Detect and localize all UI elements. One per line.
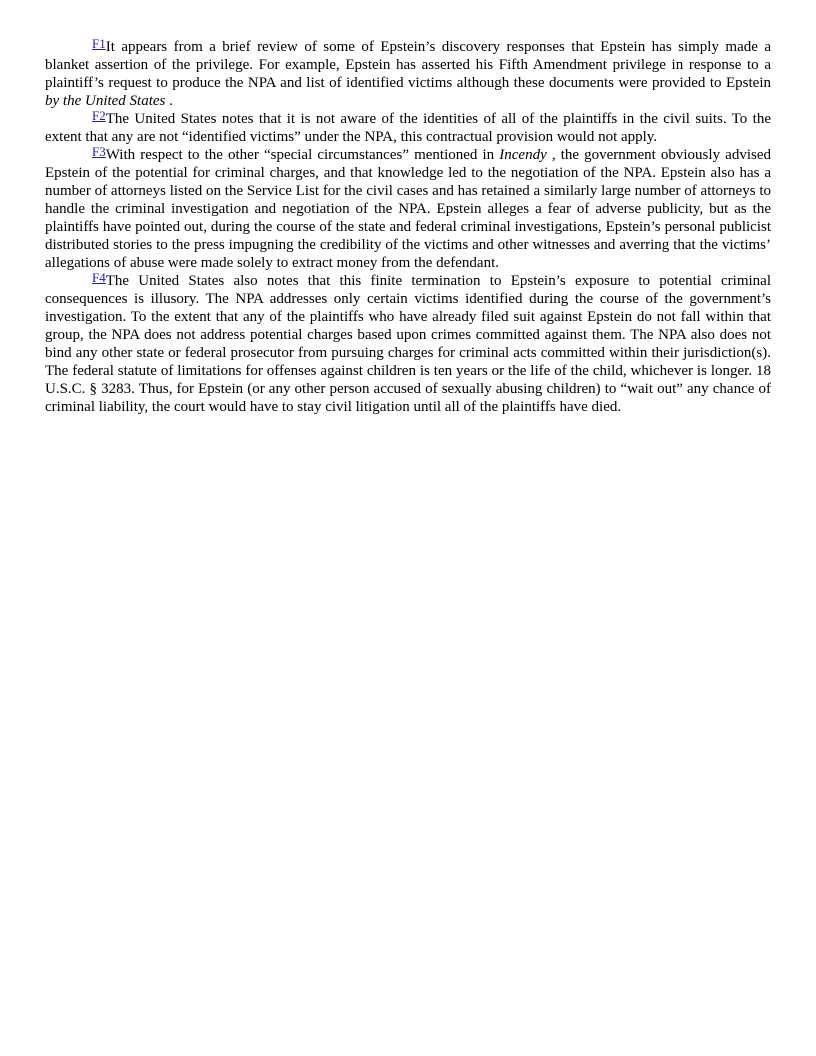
footnote-2-text: The United States notes that it is not aware of the identities of all of the plaintiffs in the civil suits. To the extent that any are not “identified victims” under the NPA, this contractual provision would not apply. xyxy=(45,111,771,145)
footnote-1 xyxy=(45,38,771,110)
footnote-1-italic: by the United States xyxy=(45,93,166,109)
footnote-1-text: It appears from a brief review of some of Epstein’s discovery responses that Epstein has simply made a blanket assertion of the privilege. For example, Epstein has asserted his Fifth Amendment privilege in response to a plaintiff’s request to produce the NPA and list of identified victims although these documents were provided to Epstein xyxy=(45,39,771,91)
footnote-link-f1[interactable]: F1 xyxy=(92,36,106,51)
footnote-3-text: With respect to the other “special circumstances” mentioned in xyxy=(105,147,500,163)
footnote-1-text-end: . xyxy=(165,93,173,109)
footnotes-section xyxy=(45,38,771,416)
footnote-3 xyxy=(45,146,771,272)
footnote-4 xyxy=(45,272,771,416)
footnote-4-text: The United States also notes that this finite termination to Epstein’s exposure to potential criminal consequences is illusory. The NPA addresses only certain victims identified during the course of the government’s investigation. To the extent that any of the plaintiffs who have already filed suit against Epstein do not fall within that group, the NPA does not address potential charges based upon crimes committed against them. The NPA also does not bind any other state or federal prosecutor from pursuing charges for criminal acts committed within their jurisdiction(s). The federal statute of limitations for offenses against children is ten years or the life of the child, whichever is longer. 18 U.S.C. § 3283. Thus, for Epstein (or any other person accused of sexually abusing children) to “wait out” any chance of criminal liability, the court would have to stay civil litigation until all of the plaintiffs have died. xyxy=(45,273,771,415)
footnote-3-text-end: , the government obviously advised Epstein of the potential for criminal charges, and that knowledge led to the negotiation of the NPA. Epstein also has a number of attorneys listed on the Service List for the civil cases and has retained a similarly large number of attorneys to handle the criminal investigation and negotiation of the NPA. Epstein alleges a fear of adverse publicity, but as the plaintiffs have pointed out, during the course of the state and federal criminal investigations, Epstein’s personal publicist distributed stories to the press impugning the credibility of the victims and other witnesses and averring that the victims’ allegations of abuse were made solely to extract money from the defendant. xyxy=(45,147,771,271)
footnote-link-f2[interactable]: F2 xyxy=(92,108,106,123)
footnote-3-italic: Incendy xyxy=(499,147,547,163)
footnote-link-f4[interactable]: F4 xyxy=(92,270,106,285)
footnote-link-f3[interactable]: F3 xyxy=(92,144,106,159)
footnote-2 xyxy=(45,110,771,146)
